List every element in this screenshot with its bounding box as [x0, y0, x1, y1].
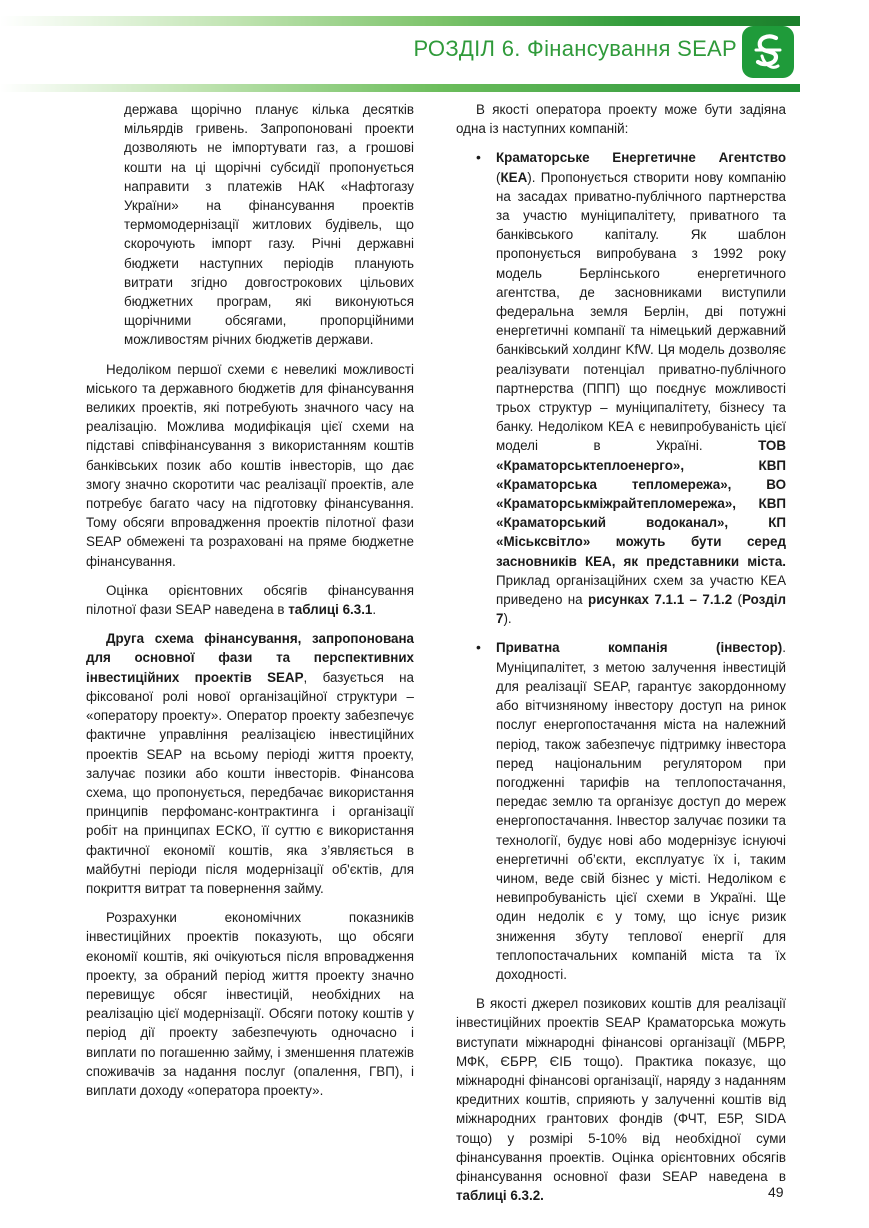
paragraph-text: Оцінка орієнтовних обсягів фінансування пілотної фази SEAP наведена в — [86, 582, 414, 618]
list-item-text: ). Пропонується створити нову компанію на засадах приватно-публічного партнерства за участю муніципалітету, приватного та банківського капіталу. Як шаблон пропонується випробувана з 1992 року модель Берлінського енергетичного агентства, де засновниками виступили федеральна земля Берлін, дві потужні енергетичні компанії та німецький державний банківський холдинг KfW. Ця модель дозволяє реалізувати потенціал приватно-публічного партнерства (ППП) що поєднує можливості трьох структур – муніципалітету, бізнесу та банку. Недоліком КЕА є невипробуваність цієї моделі в Україні. — [496, 169, 786, 454]
paragraph-text: , базується на фіксованої ролі нової організаційної структури – «оператору проекту». Оператор проекту забезпечує фактичне управління реалізацією інвестиційних проектів SEAP на всьому періоді життя проекту, залучає позики або кошти інвесторів. Фінансова схема, що пропонується, передбачає використання принципів перфоманс-контрактинга і організації робіт на принципах ЕСКО, її суттю є використання фактичної економії коштів, яка з’являється в майбутні періоди після модернізації об'єктів, для покриття витрат та повернення займу. — [86, 669, 414, 896]
list-item-title: Приватна компанія (інвестор) — [496, 640, 783, 656]
table-reference: таблиці 6.3.1 — [288, 602, 373, 618]
paragraph-text: . — [372, 602, 377, 618]
list-item — [456, 638, 786, 984]
list-item-text: ( — [732, 592, 743, 608]
paragraph — [86, 629, 414, 898]
list-item-emphasis: ТОВ «Краматорськтеплоенерго», КВП «Краматорська тепломережа», ВО «Краматорськміжрайтепломережа», КВП «Краматорський водоканал», КП «Міськсвітло» можуть бути серед засновників КЕА, як представники міста. — [496, 438, 786, 569]
paragraph: В якості оператора проекту може бути задіяна одна із наступних компаній: — [456, 102, 786, 137]
header-bottom-band — [0, 84, 800, 92]
header-gradient-stripe — [0, 16, 800, 26]
list-item-text: . Муніципалітет, з метою залучення інвестицій для реалізації SEAP, гарантує закордонному або вітчизняному інвестору доступ на ринок послуг енергопостачання міста на належний період, також забезпечує підтримку інвестора перед національним регулятором при погодженні тарифів на теплопостачання, передає землю та організує доступ до мереж енергопостачання. Інвестор залучає позики та технології, будує нові або модернізує існуючі енергетичні об’єкти, експлуатує їх і, таким чином, веде свій бізнес у місті. Недоліком є невипробуваність цієї схеми в Україні. Ще один недолік є у тому, що існує ризик зниження збуту теплової енергії для теплопостачальних компаній міста та їх доходності. — [496, 640, 786, 982]
paragraph: Розрахунки економічних показників інвестиційних проектів показують, що обсяги економії коштів, які очікуються після впровадження проекту, за обраний період життя проекту значно перевищує обсяг інвестицій, необхідних на реалізацію цієї модернізації. Обсяги потоку коштів у період дії проекту забезпечують одночасно і виплати по погашенню займу, і зменшення платежів споживачів за надання послуг (опалення, ГВП), і виплати доходу «оператора проекту». — [86, 910, 414, 1098]
header-top-band — [0, 0, 869, 28]
operator-list — [456, 148, 786, 984]
left-column — [86, 100, 414, 1110]
page-number: 49 — [768, 1184, 784, 1200]
section-title: РОЗДІЛ 6. Фінансування SEAP — [413, 36, 737, 61]
bullet-icon: • — [476, 639, 481, 656]
section-logo-icon — [742, 26, 794, 78]
table-reference: таблиці 6.3.2. — [456, 1188, 544, 1204]
paragraph — [456, 994, 786, 1205]
right-column — [456, 100, 786, 1215]
paragraph-text: В якості джерел позикових коштів для реалізації інвестиційних проектів SEAP Краматорська можуть виступати міжнародні фінансові організації (МБРР, МФК, ЄБРР, ЄІБ тощо). Практика показує, що міжнародні фінансові організації, наряду з наданням кредитних коштів, сприяють у залученні коштів від міжнародних грантових фондів (ФЧТ, Е5Р, SIDA тощо) у розмірі 5-10% від необхідної суми фінансування проектів. Оцінка орієнтовних обсягів фінансування основної фази SEAP наведена в — [456, 996, 786, 1184]
list-item-text: ( — [496, 169, 501, 185]
paragraph: Недоліком першої схеми є невеликі можливості міського та державного бюджетів для фінансування великих проектів, які потребують значного часу на реалізацію. Можлива модифікація цієї схеми на підставі співфінансування з використанням коштів банківських позик або коштів інвесторів, що дає змогу значно скоротити час реалізації проектів, але потребує багато часу на підготовку фінансування. Тому обсяги впровадження проектів пілотної фази SEAP обмежені та розраховані на пряме бюджетне фінансування. — [86, 361, 414, 569]
bullet-icon: • — [476, 149, 481, 166]
abbreviation: КЕА — [500, 169, 528, 185]
list-item-title: Краматорське Енергетичне Агентство — [496, 150, 786, 166]
list-item-text: Приклад організаційних схем за участю КЕА приведено на — [496, 572, 786, 608]
paragraph — [86, 581, 414, 619]
paragraph-continued: держава щорічно планує кілька десятків мільярдів гривень. Запропоновані проекти дозволяють не імпортувати газ, а грошові кошти на ці щорічні субсидії пропонується направити з платежів НАК «Нафтогазу України» на фінансування проектів термомодернізації житлових будівель, що скорочують імпорт газу. Річні державні бюджети наступних періодів планують витрати згідно довгострокових цільових бюджетних програм, які виконуються щорічними обсягами, пропорційними можливостям річних бюджетів держави. — [124, 102, 414, 348]
paragraph-lead: Друга схема фінансування, запропонована для основної фази та перспективних інвестиційних проектів SEAP — [86, 631, 414, 685]
section-reference: Розділ 7 — [496, 592, 786, 627]
list-item — [456, 148, 786, 628]
list-item-text: ). — [503, 611, 512, 627]
figure-reference: рисунках 7.1.1 – 7.1.2 — [588, 592, 733, 608]
logo-glyph — [742, 26, 794, 78]
